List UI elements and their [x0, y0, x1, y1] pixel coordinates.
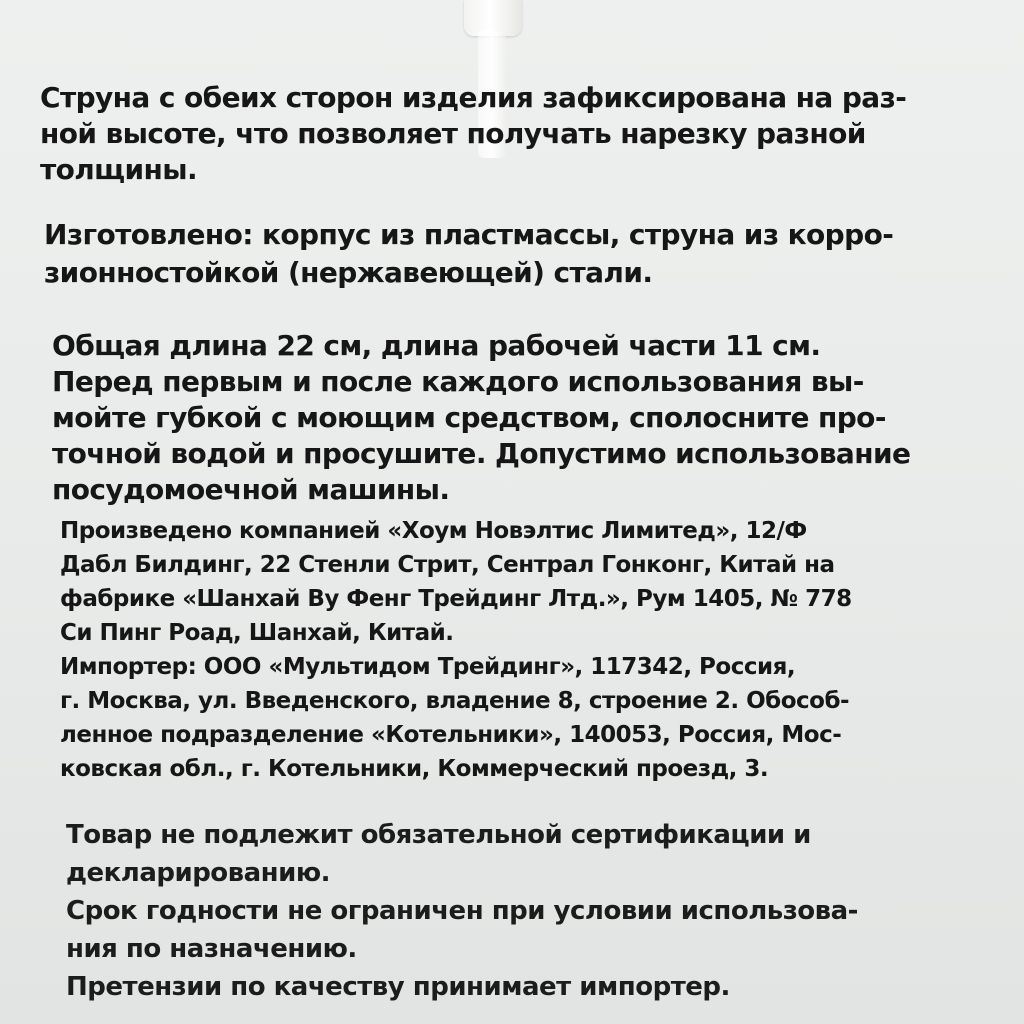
paragraph-string-description	[40, 80, 906, 188]
paragraph-materials	[44, 216, 893, 292]
text-line: Струна с обеих сторон изделия зафиксирована на раз-	[40, 81, 907, 114]
text-line: Товар не подлежит обязательной сертификации и	[66, 820, 811, 850]
text-line: ленное подразделение «Котельники», 140053, Россия, Мос-	[60, 722, 842, 748]
text-line: мойте губкой с моющим средством, сполосните про-	[52, 401, 886, 434]
text-line: ковская обл., г. Котельники, Коммерческий проезд, 3.	[60, 756, 769, 782]
text-line: Произведено компанией «Хоум Новэлтис Лимитед», 12/Ф	[60, 518, 807, 544]
text-line: толщины.	[40, 153, 198, 186]
paragraph-dimensions-care	[52, 328, 910, 508]
text-line: Перед первым и после каждого использования вы-	[52, 365, 864, 398]
text-line: г. Москва, ул. Введенского, владение 8, строение 2. Обособ-	[60, 688, 850, 714]
text-line: Общая длина 22 см, длина рабочей части 11 см.	[52, 329, 821, 362]
text-line: Си Пинг Роад, Шанхай, Китай.	[60, 620, 454, 646]
paragraph-certification-claims	[66, 816, 858, 1006]
text-line: ной высоте, что позволяет получать нарезку разной	[40, 117, 866, 150]
text-line: Срок годности не ограничен при условии использова-	[66, 896, 858, 926]
text-line: Изготовлено: корпус из пластмассы, струна из корро-	[44, 218, 894, 251]
text-line: зионностойкой (нержавеющей) стали.	[44, 256, 653, 289]
text-line: ния по назначению.	[66, 934, 357, 964]
text-line: Дабл Билдинг, 22 Стенли Стрит, Сентрал Гонконг, Китай на	[60, 552, 835, 578]
text-line: Импортер: ООО «Мультидом Трейдинг», 117342, Россия,	[60, 654, 796, 680]
text-line: Претензии по качеству принимает импортер.	[66, 972, 730, 1002]
text-line: посудомоечной машины.	[52, 473, 450, 506]
text-line: декларированию.	[66, 858, 331, 888]
paragraph-manufacturer-importer	[60, 514, 852, 786]
text-line: фабрике «Шанхай Ву Фенг Трейдинг Лтд.», Рум 1405, № 778	[60, 586, 852, 612]
text-line: точной водой и просушите. Допустимо использование	[52, 437, 911, 470]
